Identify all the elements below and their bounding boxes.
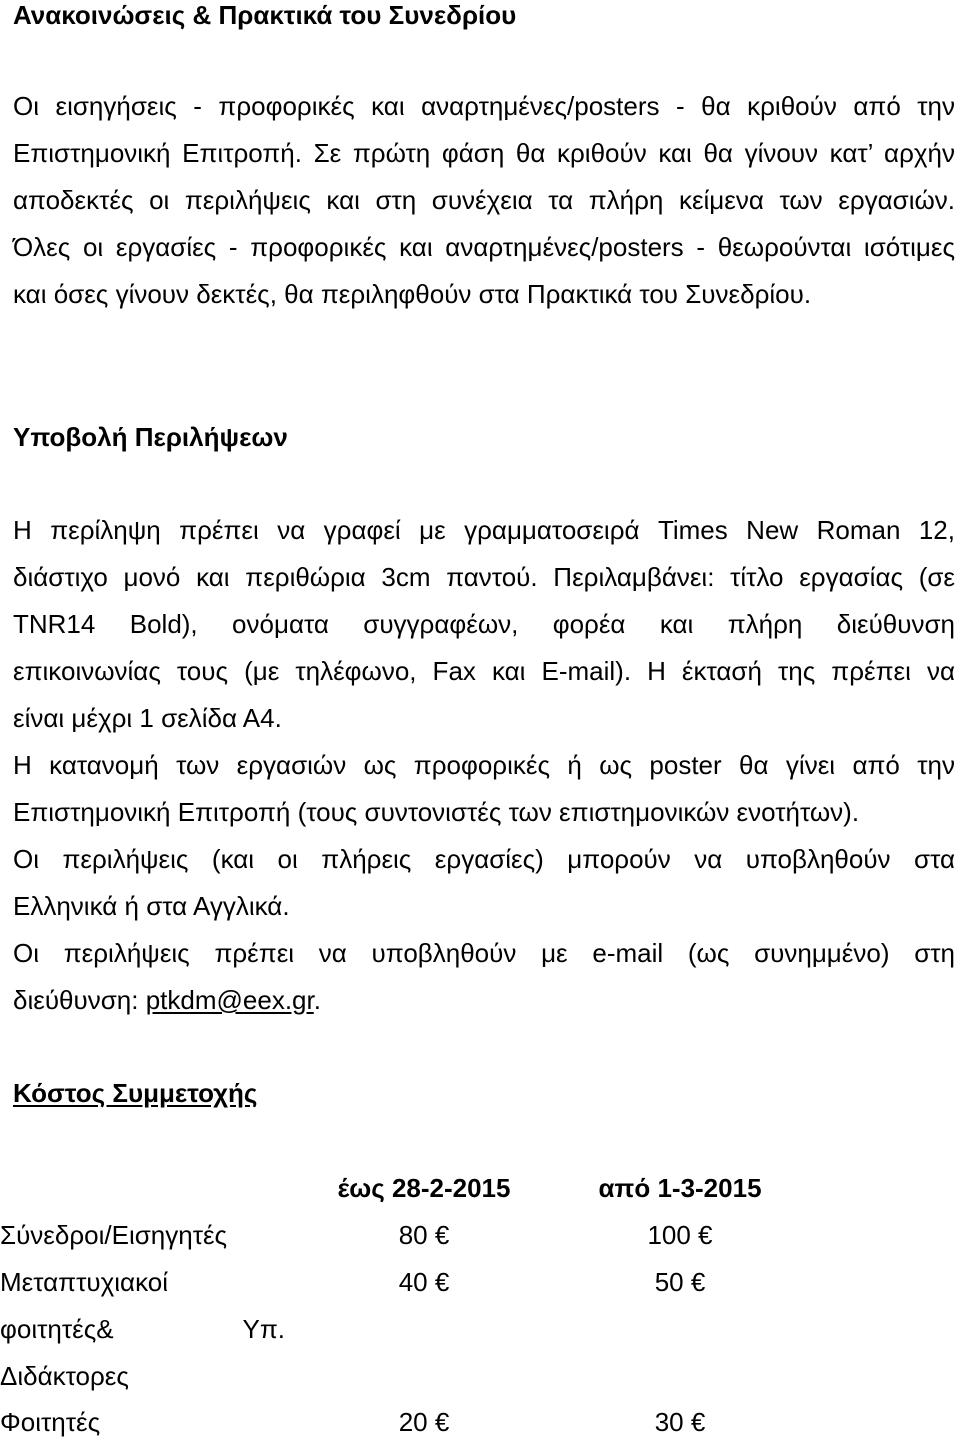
- fee-category-label-line: Διδάκτορες: [0, 1360, 129, 1391]
- submission-title: Υποβολή Περιλήψεων: [13, 421, 288, 452]
- fees-table: [0, 1165, 797, 1437]
- email-suffix: .: [313, 984, 321, 1015]
- fees-title: [13, 1070, 955, 1117]
- paragraph-line: Οι περιλήψεις πρέπει να υποβληθούν με e-mail (ως συνημμένο) στη: [13, 937, 955, 968]
- table-row: [0, 1212, 797, 1259]
- fees-header-spacer: [0, 1165, 285, 1212]
- fee-category-label: Σύνεδροι/Εισηγητές: [0, 1219, 228, 1250]
- allocation-paragraph: [13, 742, 955, 836]
- fees-title-text: Κόστος Συμμετοχής: [13, 1077, 258, 1108]
- table-row: [0, 1259, 797, 1400]
- paragraph-line: αποδεκτές οι περιλήψεις και στη συνέχεια τα πλήρη κείμενα των εργασιών.: [13, 184, 955, 215]
- language-paragraph: [13, 836, 955, 930]
- fees-header-row: [0, 1165, 797, 1212]
- paragraph-line: Η κατανομή των εργασιών ως προφορικές ή ως poster θα γίνει από την: [13, 749, 955, 780]
- format-paragraph: [13, 507, 955, 742]
- fee-early-value: 40 €: [398, 1266, 450, 1297]
- email-paragraph: [13, 930, 955, 1024]
- announcements-title: Ανακοινώσεις & Πρακτικά του Συνεδρίου: [13, 0, 517, 30]
- fee-late-value: 50 €: [654, 1266, 706, 1297]
- paragraph-line: Η περίληψη πρέπει να γραφεί με γραμματοσειρά Times New Roman 12,: [13, 514, 955, 545]
- submission-body: [13, 507, 955, 1024]
- paragraph-line: και όσες γίνουν δεκτές, θα περιληφθούν στα Πρακτικά του Συνεδρίου.: [13, 278, 812, 309]
- fee-category-label-line: Μεταπτυχιακοί: [0, 1266, 168, 1297]
- paragraph-line: Οι εισηγήσεις - προφορικές και αναρτημένες/posters - θα κριθούν από την: [13, 90, 955, 121]
- fees-column-early: έως 28-2-2015: [337, 1172, 511, 1203]
- paragraph-line: διάστιχο μονό και περιθώρια 3cm παντού. Περιλαμβάνει: τίτλο εργασίας (σε: [13, 561, 955, 592]
- email-address-line: [13, 977, 955, 1024]
- fees-column-late: από 1-3-2015: [598, 1172, 762, 1203]
- email-address-label: διεύθυνση:: [13, 984, 139, 1015]
- fee-late-value: 100 €: [647, 1219, 713, 1250]
- fee-category-label: Φοιτητές: [0, 1406, 101, 1437]
- fee-early-value: 80 €: [398, 1219, 450, 1250]
- paragraph-line: επικοινωνίας τους (με τηλέφωνο, Fax και E-mail). Η έκτασή της πρέπει να: [13, 655, 955, 686]
- paragraph-line: Όλες οι εργασίες - προφορικές και αναρτημένες/posters - θεωρούνται ισότιμες: [13, 231, 955, 262]
- fee-late-value: 30 €: [654, 1406, 706, 1437]
- announcements-paragraph: [13, 83, 955, 318]
- email-link[interactable]: ptkdm@eex.gr: [145, 984, 314, 1015]
- paragraph-line: Επιστημονική Επιτροπή. Σε πρώτη φάση θα κριθούν και θα γίνουν κατ’ αρχήν: [13, 137, 955, 168]
- fee-early-value: 20 €: [398, 1406, 450, 1437]
- paragraph-line: TNR14 Bold), ονόματα συγγραφέων, φορέα και πλήρη διεύθυνση: [13, 608, 955, 639]
- fee-category-label-line: φοιτητές& Υπ.: [0, 1313, 285, 1344]
- paragraph-line: Οι περιλήψεις (και οι πλήρεις εργασίες) μπορούν να υποβληθούν στα: [13, 843, 955, 874]
- fee-category-label: [0, 1259, 285, 1400]
- paragraph-line: Επιστημονική Επιτροπή (τους συντονιστές των επιστημονικών ενοτήτων).: [13, 796, 860, 827]
- table-row: [0, 1400, 797, 1437]
- paragraph-line: είναι μέχρι 1 σελίδα Α4.: [13, 702, 282, 733]
- paragraph-line: Ελληνικά ή στα Αγγλικά.: [13, 890, 290, 921]
